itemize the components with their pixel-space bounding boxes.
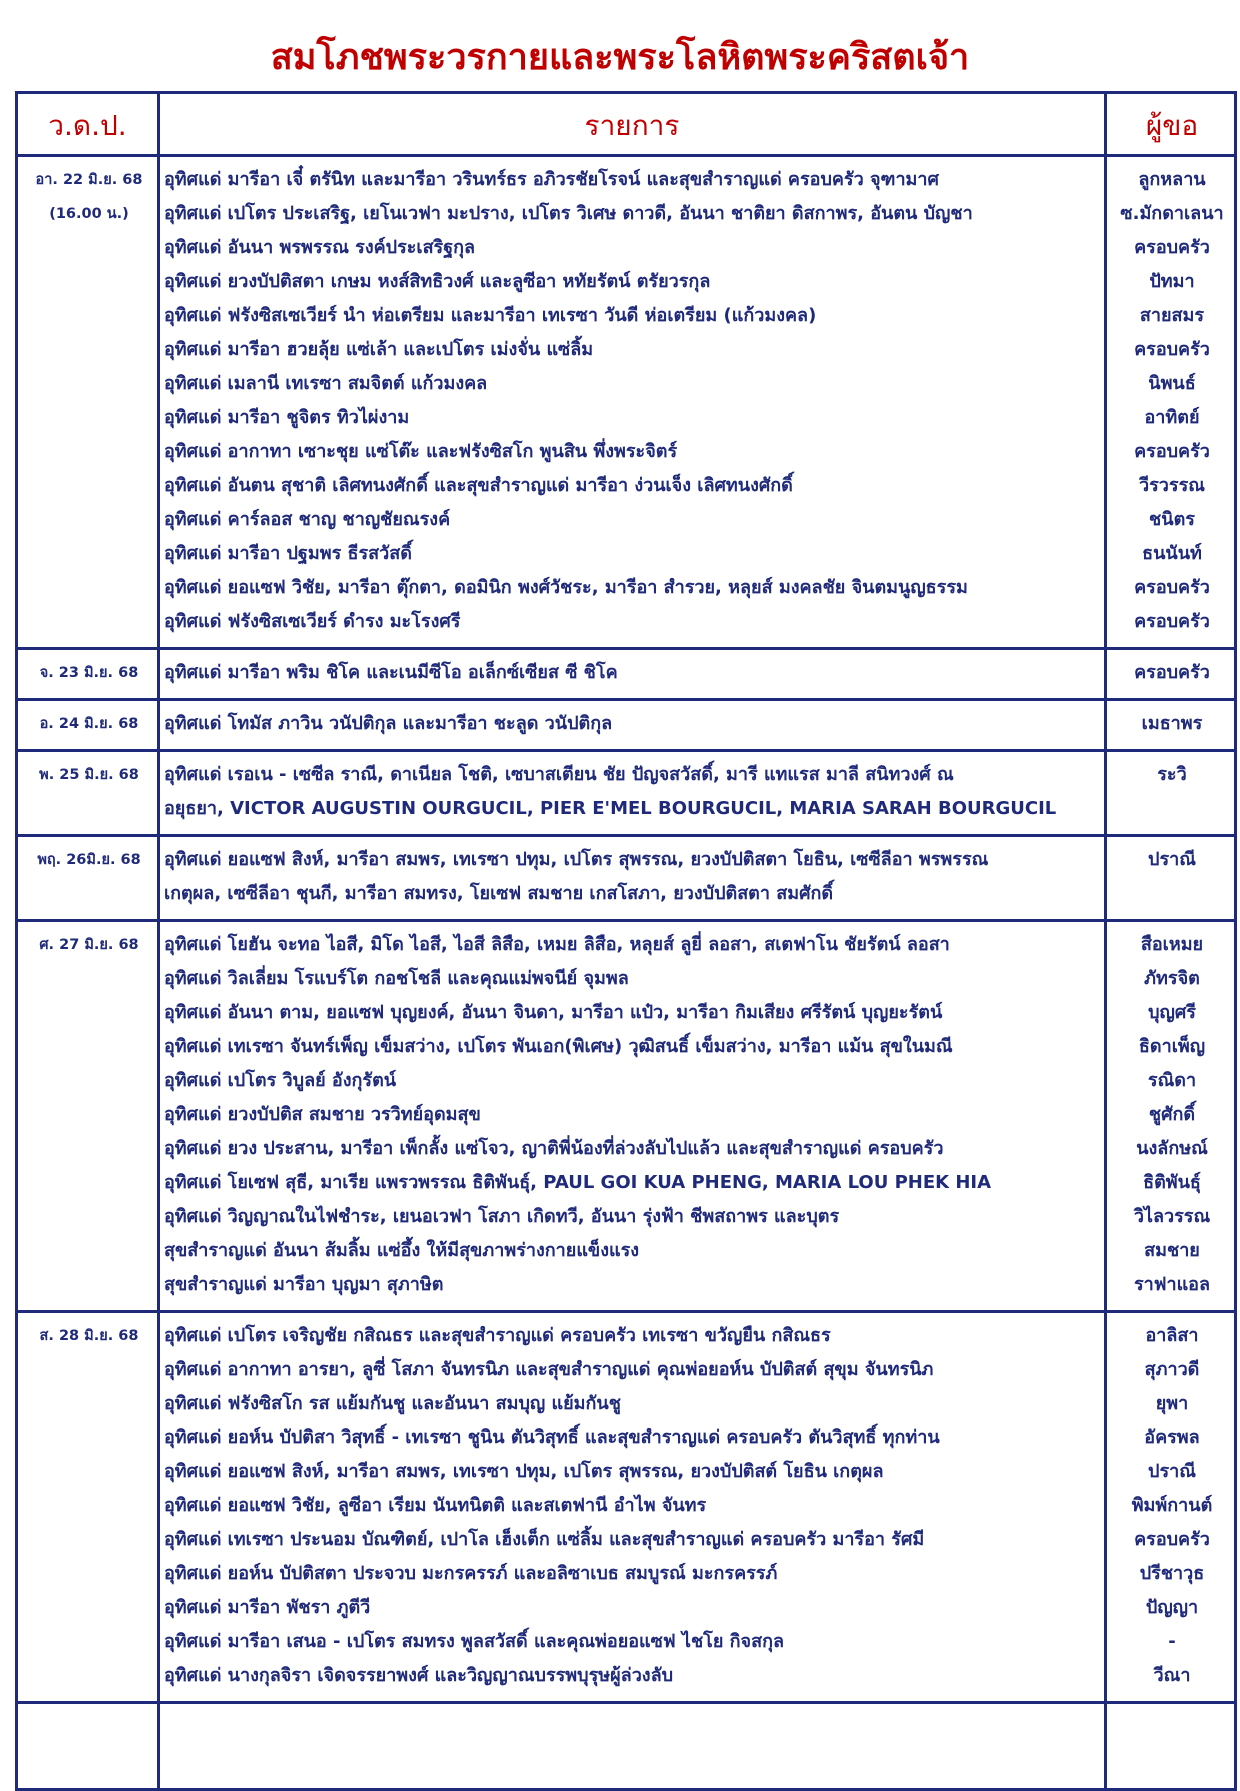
row-divider [18,647,1234,650]
items-line: เกตุผล, เซซีลีอา ชุนกี, มารีอา สมทรง, โยเซฟ สมชาย เกสโสภา, ยวงบัปติสตา สมศักดิ์ [164,883,834,904]
header-requester: ผู้ขอ [1145,109,1199,142]
items-line: อุทิศแด่ โยฮัน จะทอ ไอสี, มิโด ไอสี, ไอสี ลิสือ, เหมย ลิสือ, หลุยส์ ลูยี่ ลอสา, สเตฟาโน ชัยรัตน์ ลอสา [164,934,950,955]
items-line: อุทิศแด่ เทเรซา ประนอม บัณฑิตย์, เปาโล เฮ็งเต็ก แซ่ลิ้ม และสุขสำราญแด่ ครอบครัว มารีอา รัศมี [164,1529,925,1550]
items-line: อุทิศแด่ นางกุลจิรา เจิดจรรยาพงศ์ และวิญญาณบรรพบุรุษผู้ล่วงลับ [164,1665,674,1686]
requesters-line: ธนนันท์ [1142,543,1202,564]
requesters-line: วีณา [1153,1665,1191,1686]
page-title: สมโภชพระวรกายและพระโลหิตพระคริสตเจ้า [270,37,970,78]
items-line: อุทิศแด่ ยวง ประสาน, มารีอา เพ็กลั้ง แซ่โจว, ญาติพี่น้องที่ล่วงลับไปแล้ว และสุขสำราญแด่ ครอบครัว [164,1138,944,1159]
items-line: อุทิศแด่ ยอแซฟ สิงห์, มารีอา สมพร, เทเรซา ปทุม, เปโตร สุพรรณ, ยวงบัปติสต์ โยธิน เกตุผล [164,1461,884,1482]
requesters-line: นงลักษณ์ [1136,1138,1208,1159]
requesters-line: ปัทมา [1149,271,1195,292]
requesters-line: ภัทรจิต [1144,968,1200,989]
items-line: อุทิศแด่ เปโตร วิบูลย์ อังกุรัตน์ [164,1070,397,1091]
row-divider [18,1310,1234,1313]
requesters-line: วิไลวรรณ [1133,1206,1211,1227]
items-line: อุทิศแด่ วิญญาณในไฟชำระ, เยนอเวฟา โสภา เกิดทวี, อันนา รุ่งฟ้า ชีพสถาพร และบุตร [164,1206,840,1227]
items-line: อุทิศแด่ มารีอา เสนอ - เปโตร สมทรง พูลสวัสดิ์ และคุณพ่อยอแซฟ ไชโย กิจสกุล [164,1631,784,1652]
requesters-line: ครอบครัว [1134,339,1210,360]
date-line: พฤ. 26มิ.ย. 68 [37,852,141,868]
section-requesters [1107,843,1237,877]
section-date [24,656,154,690]
requesters-line: สือเหมย [1140,934,1204,955]
row-divider [18,749,1234,752]
requesters-line: ปราณี [1148,1461,1196,1482]
column-divider-date [157,94,160,1788]
requesters-line: รณิดา [1147,1070,1197,1091]
section-requesters [1107,163,1237,639]
items-line: อุทิศแด่ ยวงบัปติสตา เกษม หงส์สิทธิวงศ์ และลูซีอา หทัยรัตน์ ตรัยวรกุล [164,271,711,292]
items-line: อุทิศแด่ เปโตร เจริญชัย กสิณธร และสุขสำราญแด่ ครอบครัว เทเรซา ขวัญยืน กสิณธร [164,1325,831,1346]
items-line: อุทิศแด่ ยวงบัปติส สมชาย วรวิทย์อุดมสุข [164,1104,481,1125]
section-items [164,843,1102,911]
requesters-line: ครอบครัว [1134,237,1210,258]
items-line: อุทิศแด่ เปโตร ประเสริฐ, เยโนเวฟา มะปราง, เปโตร วิเศษ ดาวดี, อันนา ชาติยา ดิสกาพร, อันตน บัญชา [164,203,973,224]
requesters-line: อัครพล [1144,1427,1200,1448]
items-line: อุทิศแด่ มารีอา เจี๋ ตรันิท และมารีอา วรินทร์ธร อภิวรชัยโรจน์ และสุขสำราญแด่ ครอบครัว จุฑามาศ [164,169,939,190]
section-requesters [1107,758,1237,792]
requesters-line: ธิติพันธุ์ [1143,1172,1201,1193]
items-line: อุทิศแด่ ยอห์น บัปติสา วิสุทธิ์ - เทเรซา ชูนิน ตันวิสุทธิ์ และสุขสำราญแด่ ครอบครัว ตันวิสุทธิ์ ทุกท่าน [164,1427,940,1448]
items-line: อยุธยา, VICTOR AUGUSTIN OURGUCIL, PIER E'MEL BOURGUCIL, MARIA SARAH BOURGUCIL [164,798,1057,819]
requesters-line: สมชาย [1144,1240,1200,1261]
section-date [24,928,154,962]
items-line: อุทิศแด่ มารีอา ปฐมพร ธีรสวัสดิ์ [164,543,412,564]
items-line: อุทิศแด่ เทเรซา จันทร์เพ็ญ เข็มสว่าง, เปโตร พันเอก(พิเศษ) วุฒิสนธิ์ เข็มสว่าง, มารีอา แม้น สุขในมณี [164,1036,953,1057]
date-line: อ. 24 มิ.ย. 68 [39,716,139,732]
row-divider [18,919,1234,922]
date-line: ส. 28 มิ.ย. 68 [39,1328,139,1344]
section-requesters [1107,707,1237,741]
section-date [24,843,154,877]
date-line: (16.00 น.) [49,206,129,222]
section-date [24,758,154,792]
items-line: อุทิศแด่ ฟรังซิสเซเวียร์ นำ ห่อเตรียม และมารีอา เทเรซา วันดี ห่อเตรียม (แก้วมงคล) [164,305,817,326]
header-divider [18,154,1234,157]
items-line: สุขสำราญแด่ มารีอา บุญมา สุภาษิต [164,1274,444,1295]
date-line: ศ. 27 มิ.ย. 68 [39,937,139,953]
items-line: อุทิศแด่ อากาทา อารยา, ลูซี่ โสภา จันทรนิภ และสุขสำราญแด่ คุณพ่อยอห์น บัปติสต์ สุขุม จันทรนิภ [164,1359,934,1380]
requesters-line: ครอบครัว [1134,441,1210,462]
section-items [164,163,1102,639]
items-line: อุทิศแด่ เรอเน - เซซีล ราณี, ดาเนียล โชติ, เซบาสเตียน ชัย ปัญจสวัสดิ์, มารี แทแรส มาลี สนิทวงศ์ ณ [164,764,954,785]
intentions-table [15,91,1237,1791]
requesters-line: ยุพา [1155,1393,1189,1414]
requesters-line: นิพนธ์ [1148,373,1196,394]
requesters-line: ธิดาเพ็ญ [1138,1036,1206,1057]
requesters-line: สุภาวดี [1144,1359,1200,1380]
items-line: อุทิศแด่ เมลานี เทเรซา สมจิตต์ แก้วมงคล [164,373,488,394]
requesters-line: ปราณี [1148,849,1196,870]
requesters-line: ปรีชาวุธ [1139,1563,1205,1584]
items-line: อุทิศแด่ ยอแซฟ วิชัย, มารีอา ตุ๊กตา, ดอมินิก พงศ์วัชระ, มารีอา สำรวย, หลุยส์ มงคลชัย จินตมนูญธรรม [164,577,968,598]
section-items [164,928,1102,1302]
items-line: อุทิศแด่ อันนา ตาม, ยอแซฟ บุญยงค์, อันนา จินดา, มารีอา แป๋ว, มารีอา กิมเสียง ศรีรัตน์ บุญยะรัตน์ [164,1002,943,1023]
items-line: อุทิศแด่ อันนา พรพรรณ รงค์ประเสริฐกุล [164,237,476,258]
items-line: อุทิศแด่ อันตน สุชาติ เลิศทนงศักดิ์ และสุขสำราญแด่ มารีอา ง่วนเจ็ง เลิศทนงศักดิ์ [164,475,793,496]
items-line: อุทิศแด่ โยเซฟ สุธี, มาเรีย แพรวพรรณ ธิติพันธุ์, PAUL GOI KUA PHENG, MARIA LOU PHEK HIA [164,1172,992,1193]
section-items [164,758,1102,826]
items-line: อุทิศแด่ ยอห์น บัปติสตา ประจวบ มะกรครรภ์ และอลิซาเบธ สมบูรณ์ มะกรครรภ์ [164,1563,778,1584]
section-items [164,707,1102,741]
requesters-line: ราฟาแอล [1133,1274,1211,1295]
requesters-line: - [1168,1631,1176,1652]
items-line: อุทิศแด่ โทมัส ภาวิน วนัปติกุล และมารีอา ชะลูด วนัปติกุล [164,713,613,734]
items-line: อุทิศแด่ วิลเลี่ยม โรแบร์โต กอชโชลี และคุณแม่พจนีย์ จุมพล [164,968,629,989]
row-divider [18,834,1234,837]
items-line: อุทิศแด่ มารีอา พริม ชิโค และเนมีซีโอ อเล็กซ์เซียส ซี ชิโค [164,662,618,683]
requesters-line: ชนิตร [1149,509,1195,530]
requesters-line: ปัญญา [1145,1597,1199,1618]
items-line: อุทิศแด่ ยอแซฟ วิชัย, ลูซีอา เรียม นันทนิตติ และสเตฟานี อำไพ จันทร [164,1495,707,1516]
header-date: ว.ด.ป. [48,109,127,142]
items-line: อุทิศแด่ อากาทา เซาะชุย แซ่โต๊ะ และฟรังซิสโก พูนสิน พึ่งพระจิตร์ [164,441,678,462]
requesters-line: ลูกหลาน [1138,169,1206,190]
row-divider [18,698,1234,701]
requesters-line: วีรวรรณ [1139,475,1205,496]
date-line: อา. 22 มิ.ย. 68 [35,172,143,188]
requesters-line: เมธาพร [1141,713,1203,734]
items-line: อุทิศแด่ มารีอา พัชรา ภูตีวี [164,1597,371,1618]
requesters-line: ครอบครัว [1134,577,1210,598]
requesters-line: ครอบครัว [1134,662,1210,683]
items-line: อุทิศแด่ ฟรังซิสโก รส แย้มกันชู และอันนา สมบุญ แย้มกันชู [164,1393,621,1414]
items-line: อุทิศแด่ มารีอา ฮวยลุ้ย แซ่เล้า และเปโตร เม่งจั่น แซ่ลิ้ม [164,339,594,360]
requesters-line: ซ.มักดาเลนา [1120,203,1224,224]
requesters-line: สายสมร [1139,305,1205,326]
requesters-line: ชูศักดิ์ [1148,1104,1196,1125]
section-requesters [1107,656,1237,690]
items-line: สุขสำราญแด่ อันนา ส้มลิ้ม แซ่อึ้ง ให้มีสุขภาพร่างกายแข็งแรง [164,1240,640,1261]
requesters-line: อาทิตย์ [1144,407,1200,428]
requesters-line: พิมพ์กานต์ [1131,1495,1213,1516]
date-line: พ. 25 มิ.ย. 68 [39,767,139,783]
date-line: จ. 23 มิ.ย. 68 [39,665,139,681]
header-items: รายการ [584,109,680,142]
section-requesters [1107,1319,1237,1693]
section-requesters [1107,928,1237,1302]
requesters-line: อาลิสา [1145,1325,1199,1346]
requesters-line: ครอบครัว [1134,1529,1210,1550]
section-date [24,707,154,741]
row-divider [18,1701,1234,1704]
section-date [24,1319,154,1353]
requesters-line: ครอบครัว [1134,611,1210,632]
requesters-line: ระวิ [1157,764,1187,785]
section-date [24,163,154,231]
items-line: อุทิศแด่ คาร์ลอส ชาญ ชาญชัยณรงค์ [164,509,451,530]
section-items [164,1319,1102,1693]
requesters-line: บุญศรี [1148,1002,1196,1023]
items-line: อุทิศแด่ ยอแซฟ สิงห์, มารีอา สมพร, เทเรซา ปทุม, เปโตร สุพรรณ, ยวงบัปติสตา โยธิน, เซซีลีอา พรพรรณ [164,849,989,870]
section-items [164,656,1102,690]
items-line: อุทิศแด่ มารีอา ชูจิตร ทิวไผ่งาม [164,407,410,428]
items-line: อุทิศแด่ ฟรังซิสเซเวียร์ ดำรง มะโรงศรี [164,611,461,632]
